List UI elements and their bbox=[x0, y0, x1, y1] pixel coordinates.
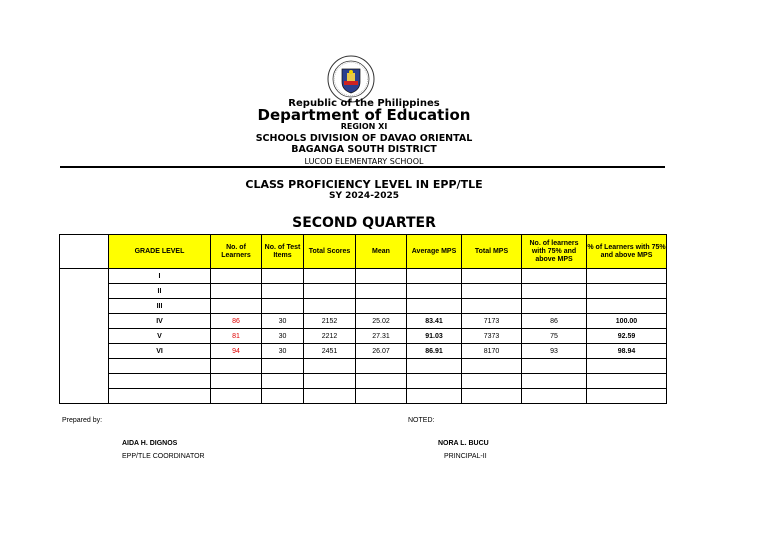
total-mps-cell: 7373 bbox=[462, 329, 522, 344]
grade-cell: VI bbox=[109, 344, 211, 359]
total-mps-cell: 7173 bbox=[462, 314, 522, 329]
learners-cell bbox=[211, 269, 262, 284]
learners-cell: 94 bbox=[211, 344, 262, 359]
n75-cell bbox=[522, 284, 587, 299]
items-cell bbox=[262, 284, 304, 299]
col-test-items: No. of Test Items bbox=[262, 235, 304, 269]
grade-cell: IV bbox=[109, 314, 211, 329]
total-mps-cell bbox=[462, 269, 522, 284]
pct75-cell bbox=[587, 269, 667, 284]
pct75-cell: 92.59 bbox=[587, 329, 667, 344]
grade-cell: II bbox=[109, 284, 211, 299]
scores-cell: 2451 bbox=[304, 344, 356, 359]
avg-mps-cell: 83.41 bbox=[407, 314, 462, 329]
pct75-cell: 100.00 bbox=[587, 314, 667, 329]
blank-header-cell bbox=[60, 235, 109, 269]
mean-cell bbox=[356, 269, 407, 284]
grade-cell: I bbox=[109, 269, 211, 284]
learners-cell: 81 bbox=[211, 329, 262, 344]
col-learners: No. of Learners bbox=[211, 235, 262, 269]
proficiency-table bbox=[59, 234, 667, 404]
table-row bbox=[60, 314, 667, 329]
pct75-cell bbox=[587, 299, 667, 314]
district-line: BAGANGA SOUTH DISTRICT bbox=[291, 144, 437, 155]
deped-seal-icon bbox=[327, 55, 375, 103]
scores-cell: 2212 bbox=[304, 329, 356, 344]
avg-mps-cell bbox=[407, 284, 462, 299]
learners-cell bbox=[211, 284, 262, 299]
mean-cell: 26.07 bbox=[356, 344, 407, 359]
total-mps-cell bbox=[462, 299, 522, 314]
department-line: Department of Education bbox=[257, 106, 471, 124]
noted-label: NOTED: bbox=[408, 417, 435, 424]
division-line: SCHOOLS DIVISION OF DAVAO ORIENTAL bbox=[255, 133, 473, 144]
total-mps-cell bbox=[462, 284, 522, 299]
header-row bbox=[60, 235, 667, 269]
col-total-scores: Total Scores bbox=[304, 235, 356, 269]
mean-cell: 27.31 bbox=[356, 329, 407, 344]
side-blank-cell bbox=[60, 269, 109, 404]
items-cell: 30 bbox=[262, 314, 304, 329]
mean-cell: 25.02 bbox=[356, 314, 407, 329]
report-title: CLASS PROFICIENCY LEVEL IN EPP/TLE bbox=[245, 178, 483, 191]
noter-title: PRINCIPAL-II bbox=[444, 453, 487, 460]
avg-mps-cell bbox=[407, 269, 462, 284]
prepared-by-label: Prepared by: bbox=[62, 417, 103, 424]
n75-cell: 75 bbox=[522, 329, 587, 344]
table-row bbox=[60, 299, 667, 314]
n75-cell bbox=[522, 269, 587, 284]
empty-row bbox=[60, 374, 667, 389]
mean-cell bbox=[356, 284, 407, 299]
avg-mps-cell: 91.03 bbox=[407, 329, 462, 344]
pct75-cell bbox=[587, 284, 667, 299]
items-cell bbox=[262, 299, 304, 314]
table-row bbox=[60, 344, 667, 359]
table-row bbox=[60, 269, 667, 284]
items-cell: 30 bbox=[262, 344, 304, 359]
items-cell bbox=[262, 269, 304, 284]
grade-cell: III bbox=[109, 299, 211, 314]
mean-cell bbox=[356, 299, 407, 314]
empty-row bbox=[60, 359, 667, 374]
scores-cell: 2152 bbox=[304, 314, 356, 329]
col-average-mps: Average MPS bbox=[407, 235, 462, 269]
quarter-title: SECOND QUARTER bbox=[292, 215, 436, 231]
region-line: REGION XI bbox=[340, 122, 388, 131]
scores-cell bbox=[304, 284, 356, 299]
table-row bbox=[60, 284, 667, 299]
col-grade-level: GRADE LEVEL bbox=[109, 235, 211, 269]
grade-cell: V bbox=[109, 329, 211, 344]
noter-name: NORA L. BUCU bbox=[438, 440, 489, 447]
header-divider bbox=[60, 166, 665, 168]
school-year: SY 2024-2025 bbox=[329, 191, 399, 201]
col-learners-75: No. of learners with 75% and above MPS bbox=[522, 235, 587, 269]
n75-cell: 86 bbox=[522, 314, 587, 329]
scores-cell bbox=[304, 269, 356, 284]
scores-cell bbox=[304, 299, 356, 314]
table-row bbox=[60, 329, 667, 344]
learners-cell: 86 bbox=[211, 314, 262, 329]
col-mean: Mean bbox=[356, 235, 407, 269]
avg-mps-cell bbox=[407, 299, 462, 314]
empty-row bbox=[60, 389, 667, 404]
n75-cell: 93 bbox=[522, 344, 587, 359]
pct75-cell: 98.94 bbox=[587, 344, 667, 359]
republic-line: Republic of the Philippines bbox=[288, 98, 440, 109]
avg-mps-cell: 86.91 bbox=[407, 344, 462, 359]
preparer-name: AIDA H. DIGNOS bbox=[122, 440, 178, 447]
items-cell: 30 bbox=[262, 329, 304, 344]
school-line: LUCOD ELEMENTARY SCHOOL bbox=[304, 157, 424, 166]
learners-cell bbox=[211, 299, 262, 314]
total-mps-cell: 8170 bbox=[462, 344, 522, 359]
col-total-mps: Total MPS bbox=[462, 235, 522, 269]
col-pct-learners-75: % of Learners with 75% and above MPS bbox=[587, 235, 667, 269]
preparer-title: EPP/TLE COORDINATOR bbox=[122, 453, 205, 460]
n75-cell bbox=[522, 299, 587, 314]
